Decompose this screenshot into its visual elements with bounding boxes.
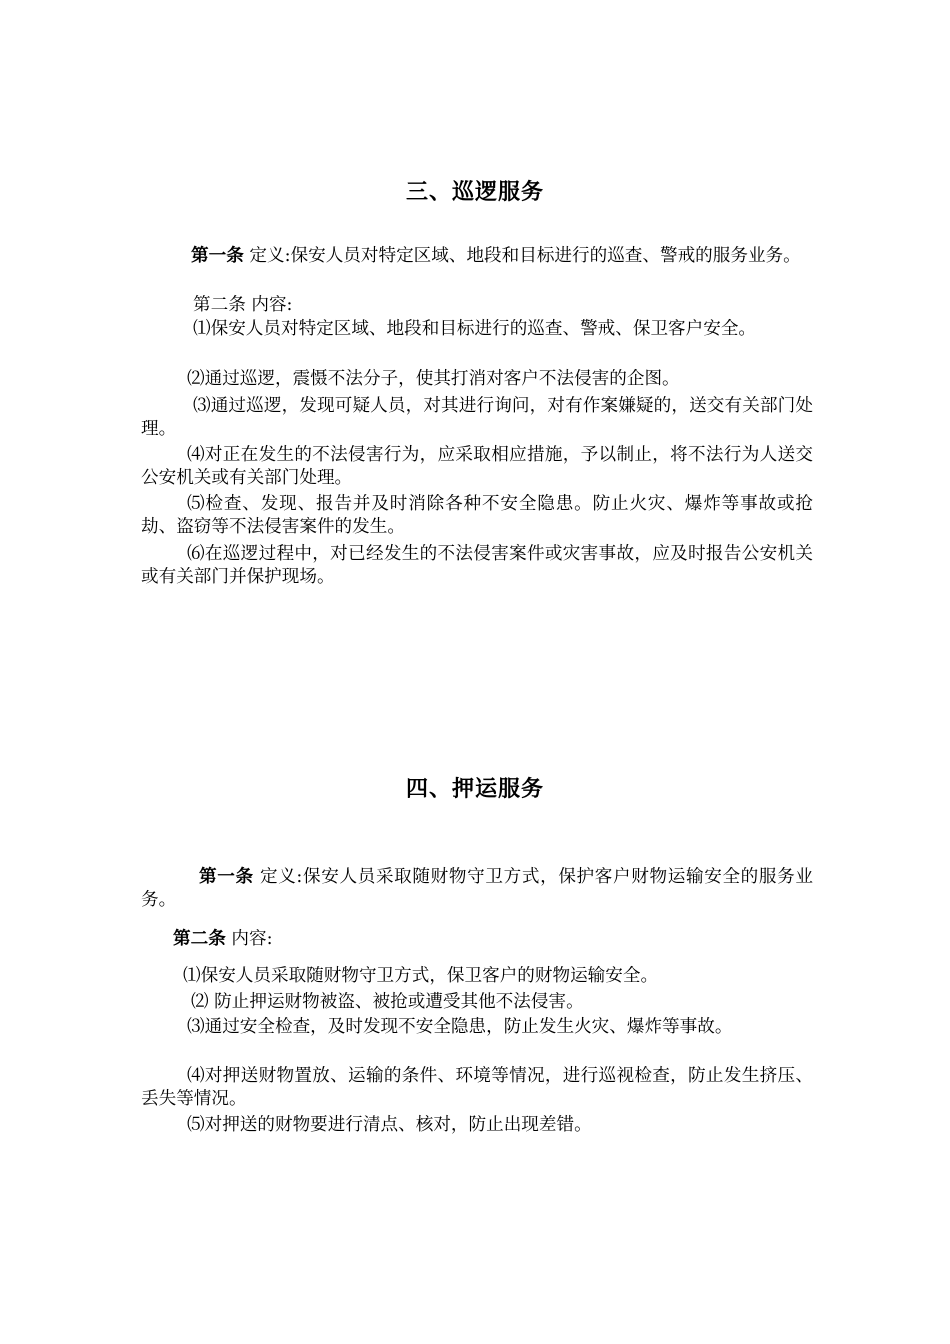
section3-article2: 第二条 内容: [193, 295, 293, 315]
section3-item-2: ⑵通过巡逻，震慑不法分子，使其打消对客户不法侵害的企图。 [187, 369, 680, 389]
section3-article1-label: 第一条 [191, 246, 244, 266]
section4-item-4: ⑷对押送财物置放、运输的条件、环境等情况，进行巡视检查，防止发生挤压、丢失等情况。 [141, 1066, 813, 1109]
section4-title: 四、押运服务 [405, 777, 544, 802]
section4-article1-text: 定义:保安人员采取随财物守卫方式，保护客户财物运输安全的服务业务。 [141, 867, 813, 910]
section3-article1-text: 定义:保安人员对特定区域、地段和目标进行的巡查、警戒的服务业务。 [243, 246, 801, 266]
section4-article1-label: 第一条 [199, 867, 254, 887]
section3-item-4: ⑷对正在发生的不法侵害行为，应采取相应措施，予以制止，将不法行为人送交公安机关或有关部门处理。 [141, 445, 813, 488]
section4-item-2: ⑵ 防止押运财物被盗、被抢或遭受其他不法侵害。 [191, 992, 584, 1012]
section4-article2-text: 内容: [225, 929, 273, 949]
section3-title: 三、巡逻服务 [405, 180, 544, 205]
section3-item-5: ⑸检查、发现、报告并及时消除各种不安全隐患。防止火灾、爆炸等事故或抢劫、盗窃等不法侵害案件的发生。 [141, 494, 813, 537]
section3-item-6: ⑹在巡逻过程中，对已经发生的不法侵害案件或灾害事故，应及时报告公安机关或有关部门并保护现场。 [141, 544, 813, 587]
section4-item-5: ⑸对押送的财物要进行清点、核对，防止出现差错。 [187, 1115, 592, 1135]
section3-item-3: ⑶通过巡逻，发现可疑人员，对其进行询问，对有作案嫌疑的，送交有关部门处理。 [141, 396, 813, 439]
section3-article1 [141, 245, 813, 268]
section4-article2 [141, 928, 813, 951]
section4-article2-label: 第二条 [173, 929, 226, 949]
section3-item-1: ⑴保安人员对特定区域、地段和目标进行的巡查、警戒、保卫客户安全。 [193, 319, 757, 339]
section4-article1 [141, 866, 813, 912]
section4-item-1: ⑴保安人员采取随财物守卫方式，保卫客户的财物运输安全。 [183, 966, 659, 986]
section4-item-3: ⑶通过安全检查，及时发现不安全隐患，防止发生火灾、爆炸等事故。 [187, 1017, 733, 1037]
